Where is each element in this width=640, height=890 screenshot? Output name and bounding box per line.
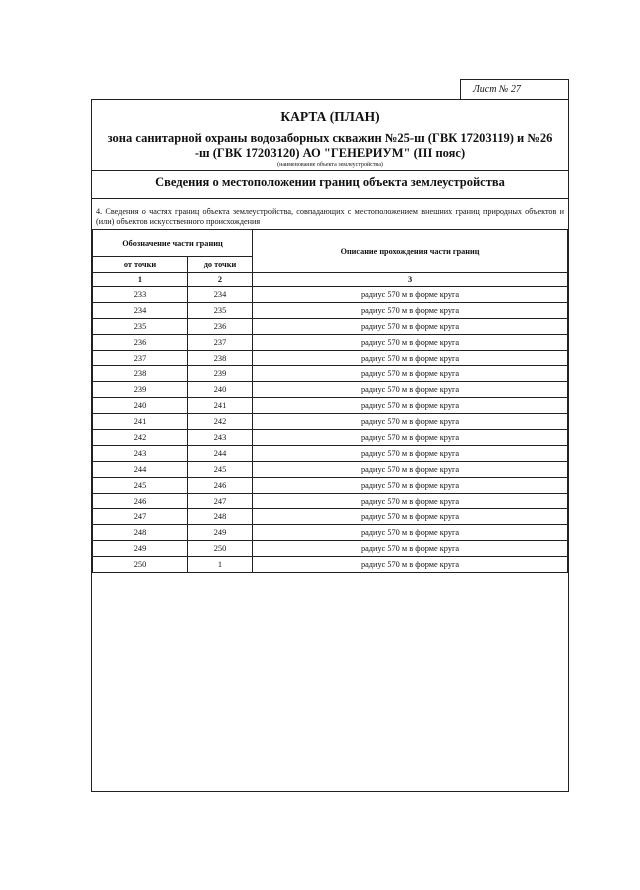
divider [92,170,568,171]
table-row [93,430,568,446]
cell-from-point: 248 [93,525,188,541]
cell-from-point: 238 [93,366,188,382]
cell-to-point: 246 [188,477,253,493]
cell-to-point: 242 [188,414,253,430]
subtitle-line-1: зона санитарной охраны водозаборных скважин №25-ш (ГВК 17203119) и №26 [107,131,553,145]
cell-from-point: 244 [93,461,188,477]
header-to: до точки [188,257,253,273]
cell-from-point: 249 [93,541,188,557]
table-row [93,477,568,493]
cell-to-point: 247 [188,493,253,509]
sheet-number-label: Лист № 27 [473,84,521,95]
cell-from-point: 241 [93,414,188,430]
cell-description: радиус 570 м в форме круга [253,318,568,334]
column-number: 3 [253,273,568,287]
document-frame [91,99,569,792]
table-body [93,287,568,573]
section-note: 4. Сведения о частях границ объекта землеустройства, совпадающих с местоположением внешних границ природных объектов и (или) объектов искусственного происхождения [96,207,564,226]
cell-description: радиус 570 м в форме круга [253,461,568,477]
cell-from-point: 246 [93,493,188,509]
cell-to-point: 240 [188,382,253,398]
header-description: Описание прохождения части границ [253,230,568,273]
table-row [93,366,568,382]
table-row [93,557,568,573]
cell-description: радиус 570 м в форме круга [253,302,568,318]
cell-to-point: 236 [188,318,253,334]
cell-description: радиус 570 м в форме круга [253,525,568,541]
cell-description: радиус 570 м в форме круга [253,382,568,398]
column-number: 1 [93,273,188,287]
table-row [93,350,568,366]
boundary-parts-table [92,229,568,573]
cell-description: радиус 570 м в форме круга [253,445,568,461]
cell-from-point: 237 [93,350,188,366]
subtitle-caption: (наименование объекта землеустройства) [277,162,383,168]
cell-from-point: 236 [93,334,188,350]
cell-to-point: 248 [188,509,253,525]
cell-description: радиус 570 м в форме круга [253,398,568,414]
table-row [93,461,568,477]
cell-from-point: 235 [93,318,188,334]
document-subtitle [92,131,568,161]
table-row [93,525,568,541]
cell-description: радиус 570 м в форме круга [253,557,568,573]
table-row [93,493,568,509]
section-title: Сведения о местоположении границ объекта землеустройства [155,175,505,189]
document-title: КАРТА (ПЛАН) [280,109,380,124]
table-row [93,398,568,414]
table-row [93,414,568,430]
cell-description: радиус 570 м в форме круга [253,414,568,430]
cell-description: радиус 570 м в форме круга [253,477,568,493]
cell-to-point: 245 [188,461,253,477]
cell-from-point: 234 [93,302,188,318]
title-block [92,100,568,170]
divider [92,198,568,199]
cell-from-point: 242 [93,430,188,446]
cell-description: радиус 570 м в форме круга [253,430,568,446]
table-row [93,382,568,398]
cell-to-point: 250 [188,541,253,557]
cell-from-point: 245 [93,477,188,493]
cell-description: радиус 570 м в форме круга [253,334,568,350]
cell-to-point: 1 [188,557,253,573]
cell-description: радиус 570 м в форме круга [253,350,568,366]
cell-to-point: 244 [188,445,253,461]
cell-to-point: 249 [188,525,253,541]
table-row [93,318,568,334]
cell-from-point: 239 [93,382,188,398]
cell-to-point: 243 [188,430,253,446]
cell-description: радиус 570 м в форме круга [253,493,568,509]
column-number: 2 [188,273,253,287]
table-row [93,334,568,350]
cell-to-point: 235 [188,302,253,318]
header-parts: Обозначение части границ [93,230,253,257]
sheet-number-box [460,79,569,99]
header-from: от точки [93,257,188,273]
cell-from-point: 250 [93,557,188,573]
cell-from-point: 243 [93,445,188,461]
cell-from-point: 233 [93,287,188,303]
cell-description: радиус 570 м в форме круга [253,509,568,525]
cell-to-point: 241 [188,398,253,414]
table-row [93,287,568,303]
table-row [93,445,568,461]
cell-to-point: 239 [188,366,253,382]
table-row [93,302,568,318]
cell-description: радиус 570 м в форме круга [253,366,568,382]
table-row [93,541,568,557]
cell-to-point: 237 [188,334,253,350]
cell-from-point: 240 [93,398,188,414]
cell-description: радиус 570 м в форме круга [253,541,568,557]
subtitle-line-2: -ш (ГВК 17203120) АО "ГЕНЕРИУМ" (III пояс) [194,146,466,160]
cell-from-point: 247 [93,509,188,525]
cell-to-point: 238 [188,350,253,366]
cell-description: радиус 570 м в форме круга [253,287,568,303]
table-row [93,509,568,525]
cell-to-point: 234 [188,287,253,303]
